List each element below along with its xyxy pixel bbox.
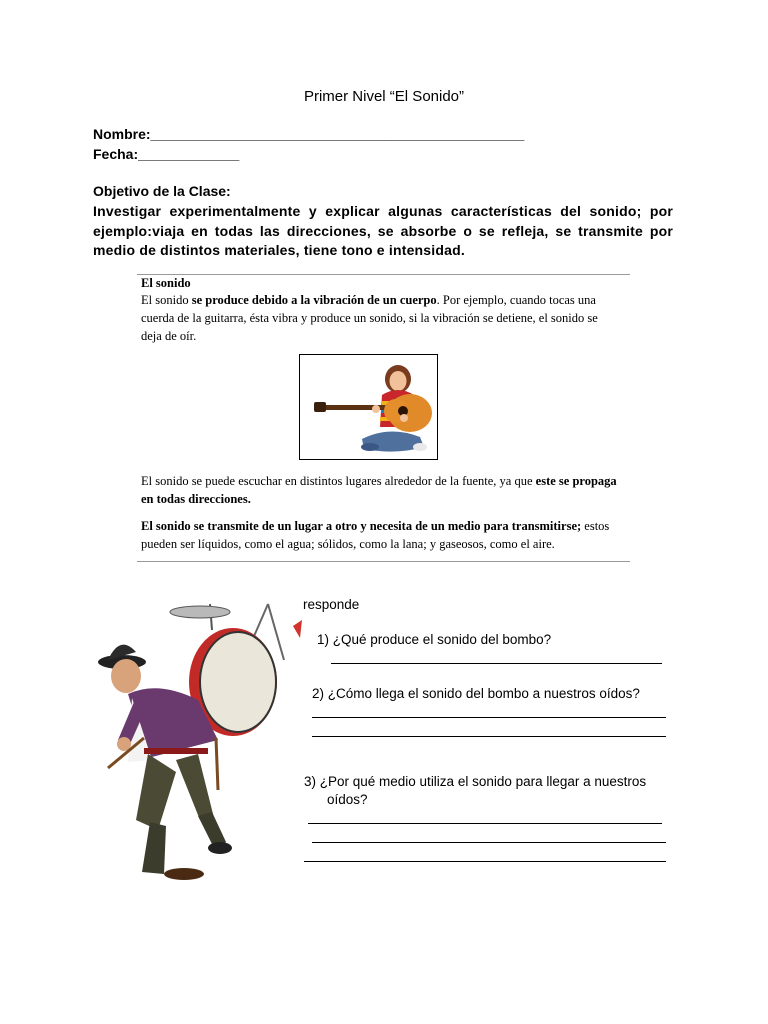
info-paragraph-2 [141,472,621,508]
question-1: 1) ¿Qué produce el sonido del bombo? [317,632,552,647]
girl-with-guitar-photo [299,354,438,460]
page-title: Primer Nivel “El Sonido” [303,88,465,105]
info-p1-start: El sonido [141,293,192,307]
info-box-bottom-rule [137,561,630,562]
info-p3-bold: El sonido se transmite de un lugar a otro y necesita de un medio para transmitirse; [141,519,582,533]
answer-line-3b[interactable] [312,842,666,843]
info-p3-end: estos pueden ser líquidos, como el agua; sólidos, como la lana; y gaseosos, como el aire. [141,519,610,551]
info-p1-bold: se produce debido a la vibración de un cuerpo [191,293,437,307]
fecha-field[interactable]: Fecha:_____________ [93,146,240,162]
responde-label: responde [303,597,360,612]
answer-line-2a[interactable] [312,717,666,718]
info-p2-start: El sonido se puede escuchar en distintos lugares alrededor de la fuente, ya que [141,474,536,488]
info-p1-end: . Por ejemplo, cuando tocas una cuerda de la guitarra, ésta vibra y produce un sonido, si la vibración se detiene, el sonido se deja de oír. [141,293,598,343]
info-box-top-rule [137,274,630,275]
answer-line-3c[interactable] [304,861,666,862]
info-p2-bold: este se propaga en todas direcciones. [141,474,617,506]
question-3: 3) ¿Por qué medio utiliza el sonido para llegar a nuestros [304,774,647,789]
question-3-continued: oídos? [327,792,368,807]
question-2: 2) ¿Cómo llega el sonido del bombo a nuestros oídos? [312,686,640,701]
answer-line-3a[interactable] [308,823,662,824]
answer-line-1[interactable] [331,663,662,664]
answer-line-2b[interactable] [312,736,666,737]
objective-heading: Objetivo de la Clase: [93,183,231,199]
info-paragraph-1 [141,291,621,345]
nombre-field[interactable]: Nombre:________________________________________________ [93,126,525,142]
info-paragraph-3 [141,517,621,553]
drummer-illustration [88,590,303,882]
objective-text: Investigar experimentalmente y explicar algunas características del sonido; por ejemplo:viaja en todas las direcciones, se absorbe o se refleja, se transmite por medio de distintos materiales, tiene tono e intensidad. [93,203,673,258]
info-box-heading: El sonido [141,276,191,290]
